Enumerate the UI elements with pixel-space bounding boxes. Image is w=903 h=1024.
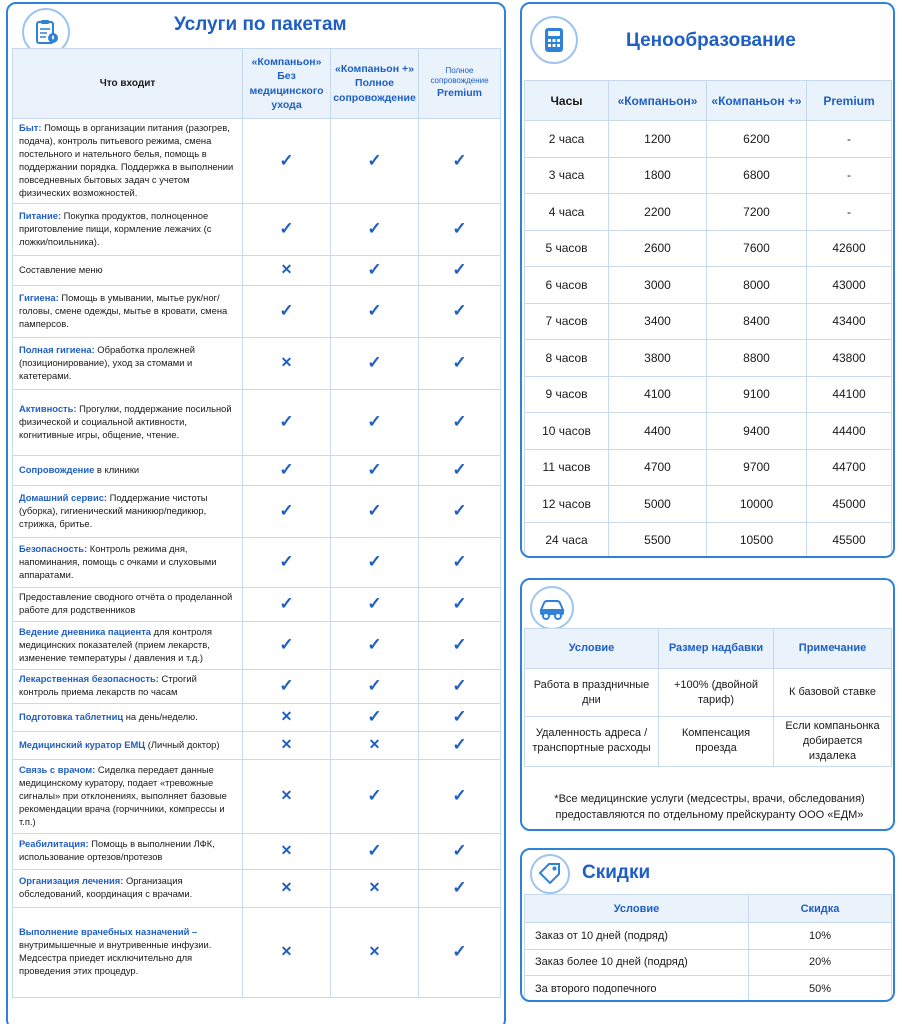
pricing-cell: 44700 (807, 449, 892, 486)
surcharge-cell: К базовой ставке (774, 669, 892, 717)
package-2-mark (331, 337, 419, 389)
check-icon: ✓ (367, 707, 382, 727)
pricing-row (525, 340, 892, 377)
package-2-mark (331, 587, 419, 621)
check-icon: ✓ (279, 219, 294, 239)
service-row (13, 255, 501, 285)
discount-row (525, 976, 892, 1003)
cross-icon: ✕ (280, 943, 293, 960)
pricing-cell: 3400 (609, 303, 707, 340)
check-icon: ✓ (367, 460, 382, 480)
surcharge-cell: +100% (двойной тариф) (659, 669, 774, 717)
service-text: Помощь в организации питания (разогрев, подача), контроль питьевого режима, смена постельного и нательного белья, помощь в поддержании порядка. Поддержка в выполнении повседневных бытовых задач с учетом физических возможностей. (19, 122, 234, 198)
package-1-mark (243, 389, 331, 455)
discounts-header-0: Условие (525, 895, 749, 923)
pricing-cell: 3000 (609, 267, 707, 304)
package-3-mark (419, 255, 501, 285)
pricing-cell: 45500 (807, 522, 892, 558)
pricing-cell: 5500 (609, 522, 707, 558)
package-1-mark (243, 833, 331, 869)
service-text: Прогулки, поддержание посильной физической и социальной активности, когнитивные игры, общение, чтение. (19, 402, 232, 440)
service-row (13, 485, 501, 537)
service-text: Поддержание чистоты (уборка), гигиенический маникюр/педикюр, стрижка, бритье. (19, 491, 208, 529)
check-icon: ✓ (452, 260, 467, 280)
pricing-cell: 2 часа (525, 121, 609, 158)
pricing-header-2: «Компаньон +» (707, 81, 807, 121)
package-3-mark (419, 833, 501, 869)
pricing-cell: 12 часов (525, 486, 609, 523)
package-3-mark (419, 731, 501, 759)
check-icon: ✓ (452, 150, 467, 170)
pricing-row (525, 522, 892, 558)
check-icon: ✓ (367, 635, 382, 655)
pricing-cell: - (807, 194, 892, 231)
service-row (13, 759, 501, 833)
package-3-mark (419, 621, 501, 669)
service-row (13, 587, 501, 621)
discount-value: 10% (749, 923, 892, 950)
service-title: Выполнение врачебных назначений – (19, 926, 198, 938)
check-icon: ✓ (279, 552, 294, 572)
pricing-row (525, 267, 892, 304)
services-title: Услуги по пакетам (174, 14, 347, 35)
package-1-mark (243, 703, 331, 731)
check-icon: ✓ (279, 594, 294, 614)
service-text: Организация обследований, координация с врачами. (19, 875, 193, 900)
service-title: Полная гигиена: (19, 343, 95, 355)
services-panel (6, 2, 506, 1024)
discount-value: 50% (749, 976, 892, 1003)
surcharge-header-0: Условие (525, 629, 659, 669)
service-text: для контроля медицинских показателей (прием лекарств, изменение температуры / давления и т.д.) (19, 625, 212, 663)
package-1-mark (243, 587, 331, 621)
service-text: Предоставление сводного отчёта о проделанной работе для родственников (19, 591, 233, 616)
service-title: Подготовка таблетниц (19, 710, 124, 722)
pricing-cell: - (807, 157, 892, 194)
service-title: Реабилитация: (19, 838, 89, 850)
cross-icon: ✕ (280, 261, 293, 278)
package-3-mark (419, 119, 501, 204)
check-icon: ✓ (452, 412, 467, 432)
service-title: Активность: (19, 402, 77, 414)
header-pkg3-small: Полное сопровождение (430, 66, 489, 86)
pricing-cell: 4700 (609, 449, 707, 486)
service-text: внутримышечные и внутривенные инфузии. Медсестра приедет исключительно для проведения этих процедур. (19, 939, 212, 977)
pricing-cell: 9700 (707, 449, 807, 486)
package-2-mark (331, 869, 419, 907)
package-1-mark (243, 285, 331, 337)
service-text: Контроль режима дня, напоминания, помощь с очками и слуховыми аппаратами. (19, 542, 217, 580)
service-title: Гигиена: (19, 291, 59, 303)
service-row (13, 337, 501, 389)
pricing-cell: 6 часов (525, 267, 609, 304)
discounts-title: Скидки (582, 862, 651, 883)
service-description (13, 869, 243, 907)
service-row (13, 833, 501, 869)
service-title: Медицинский куратор ЕМЦ (19, 738, 146, 750)
pricing-header-0: Часы (525, 81, 609, 121)
cross-icon: ✕ (368, 736, 381, 753)
package-2-mark (331, 703, 419, 731)
surcharge-row (525, 669, 892, 717)
service-description (13, 337, 243, 389)
service-row (13, 389, 501, 455)
package-1-mark (243, 537, 331, 587)
pricing-cell: 1200 (609, 121, 707, 158)
package-1-mark (243, 337, 331, 389)
check-icon: ✓ (367, 676, 382, 696)
header-what: Что входит (13, 49, 243, 119)
cross-icon: ✕ (280, 736, 293, 753)
package-1-mark (243, 455, 331, 485)
package-2-mark (331, 119, 419, 204)
service-row (13, 703, 501, 731)
package-2-mark (331, 285, 419, 337)
pricing-cell: 10000 (707, 486, 807, 523)
service-text: (Личный доктор) (145, 738, 220, 750)
service-row (13, 731, 501, 759)
check-icon: ✓ (367, 552, 382, 572)
package-1-mark (243, 869, 331, 907)
pricing-cell: 9100 (707, 376, 807, 413)
pricing-cell: 8400 (707, 303, 807, 340)
service-description (13, 587, 243, 621)
surcharge-row (525, 717, 892, 767)
service-text: в клиники (94, 463, 140, 475)
tag-icon (530, 854, 570, 894)
check-icon: ✓ (367, 786, 382, 806)
check-icon: ✓ (279, 412, 294, 432)
pricing-cell: 44100 (807, 376, 892, 413)
service-description (13, 669, 243, 703)
pricing-cell: 7600 (707, 230, 807, 267)
package-3-mark (419, 455, 501, 485)
cross-icon: ✕ (280, 879, 293, 896)
check-icon: ✓ (452, 635, 467, 655)
package-3-mark (419, 485, 501, 537)
discount-condition: Заказ более 10 дней (подряд) (525, 949, 749, 976)
pricing-cell: 43800 (807, 340, 892, 377)
service-row (13, 119, 501, 204)
check-icon: ✓ (367, 260, 382, 280)
service-row (13, 669, 501, 703)
surcharge-note: *Все медицинские услуги (медсестры, врачи, обследования) предоставляются по отдельному прейскуранту ООО «ЕДМ» (554, 793, 865, 821)
check-icon: ✓ (367, 841, 382, 861)
service-text: на день/неделю. (123, 710, 198, 722)
service-title: Организация лечения: (19, 875, 124, 887)
pricing-cell: 4100 (609, 376, 707, 413)
pricing-cell: 11 часов (525, 449, 609, 486)
service-row (13, 869, 501, 907)
surcharge-cell: Если компаньонка добирается издалека (774, 717, 892, 767)
service-description (13, 203, 243, 255)
service-description (13, 833, 243, 869)
service-title: Ведение дневника пациента (19, 625, 152, 637)
service-title: Домашний сервис: (19, 491, 108, 503)
discounts-header-1: Скидка (749, 895, 892, 923)
pricing-cell: 42600 (807, 230, 892, 267)
pricing-cell: 3800 (609, 340, 707, 377)
discount-condition: Заказ от 10 дней (подряд) (525, 923, 749, 950)
pricing-row (525, 303, 892, 340)
discount-row (525, 923, 892, 950)
pricing-cell: 8 часов (525, 340, 609, 377)
service-description (13, 703, 243, 731)
header-pkg2: «Компаньон +» Полное сопровождение (331, 49, 419, 119)
pricing-row (525, 157, 892, 194)
package-1-mark (243, 731, 331, 759)
service-description (13, 731, 243, 759)
pricing-cell: 9 часов (525, 376, 609, 413)
check-icon: ✓ (279, 301, 294, 321)
pricing-cell: 6800 (707, 157, 807, 194)
check-icon: ✓ (452, 878, 467, 898)
service-text: Сиделка передает данные медицинскому куратору, подает «тревожные сигналы» при отклонениях, выполняет базовые рекомендации врача (горчичники, компрессы и т.п.) (19, 763, 227, 827)
pricing-row (525, 194, 892, 231)
service-description (13, 621, 243, 669)
check-icon: ✓ (452, 942, 467, 962)
pricing-cell: 24 часа (525, 522, 609, 558)
surcharge-panel (520, 578, 895, 831)
service-description (13, 759, 243, 833)
package-3-mark (419, 907, 501, 997)
package-3-mark (419, 203, 501, 255)
service-title: Безопасность: (19, 542, 88, 554)
package-3-mark (419, 389, 501, 455)
check-icon: ✓ (367, 219, 382, 239)
check-icon: ✓ (452, 301, 467, 321)
package-3-mark (419, 285, 501, 337)
package-1-mark (243, 255, 331, 285)
service-description (13, 255, 243, 285)
package-2-mark (331, 389, 419, 455)
pricing-row (525, 413, 892, 450)
service-row (13, 537, 501, 587)
pricing-panel (520, 2, 895, 558)
pricing-cell: 1800 (609, 157, 707, 194)
service-title: Связь с врачом: (19, 763, 96, 775)
pricing-cell: 10500 (707, 522, 807, 558)
service-text: Составление меню (19, 263, 103, 275)
pricing-header-3: Premium (807, 81, 892, 121)
cross-icon: ✕ (280, 787, 293, 804)
check-icon: ✓ (452, 460, 467, 480)
package-3-mark (419, 587, 501, 621)
check-icon: ✓ (367, 150, 382, 170)
package-3-mark (419, 759, 501, 833)
package-2-mark (331, 255, 419, 285)
package-3-mark (419, 669, 501, 703)
package-3-mark (419, 869, 501, 907)
package-3-mark (419, 703, 501, 731)
service-title: Питание: (19, 209, 62, 221)
pricing-cell: 9400 (707, 413, 807, 450)
cross-icon: ✕ (280, 708, 293, 725)
pricing-cell: 7200 (707, 194, 807, 231)
pricing-row (525, 230, 892, 267)
service-title: Сопровождение (19, 463, 95, 475)
check-icon: ✓ (279, 460, 294, 480)
service-text: Покупка продуктов, полноценное приготовление пищи, кормление лежачих (с ложки/поильника). (19, 209, 212, 247)
surcharge-table (524, 628, 892, 767)
pricing-cell: 8000 (707, 267, 807, 304)
header-pkg1: «Компаньон» Без медицинского ухода (243, 49, 331, 119)
check-icon: ✓ (452, 353, 467, 373)
package-1-mark (243, 621, 331, 669)
discount-condition: За второго подопечного (525, 976, 749, 1003)
service-description (13, 285, 243, 337)
pricing-cell: 7 часов (525, 303, 609, 340)
check-icon: ✓ (279, 501, 294, 521)
package-2-mark (331, 731, 419, 759)
services-table (12, 48, 501, 998)
package-2-mark (331, 621, 419, 669)
pricing-cell: 4 часа (525, 194, 609, 231)
service-row (13, 907, 501, 997)
check-icon: ✓ (452, 552, 467, 572)
pricing-cell: 43400 (807, 303, 892, 340)
pricing-row (525, 121, 892, 158)
header-pkg3 (419, 49, 501, 119)
package-1-mark (243, 119, 331, 204)
package-2-mark (331, 485, 419, 537)
surcharge-cell: Удаленность адреса / транспортные расходы (525, 717, 659, 767)
service-description (13, 389, 243, 455)
service-text: Помощь в умывании, мытье рук/ног/головы, смене одежды, мытье в кровати, смена памперсов. (19, 291, 228, 329)
service-description (13, 485, 243, 537)
check-icon: ✓ (367, 594, 382, 614)
service-description (13, 907, 243, 997)
calculator-icon (530, 16, 578, 64)
service-description (13, 119, 243, 204)
check-icon: ✓ (367, 301, 382, 321)
service-title: Лекарственная безопасность: (19, 673, 159, 685)
package-2-mark (331, 537, 419, 587)
package-2-mark (331, 907, 419, 997)
service-row (13, 285, 501, 337)
pricing-cell: 8800 (707, 340, 807, 377)
check-icon: ✓ (452, 501, 467, 521)
pricing-table (524, 80, 892, 558)
cross-icon: ✕ (368, 879, 381, 896)
check-icon: ✓ (452, 594, 467, 614)
check-icon: ✓ (452, 219, 467, 239)
surcharge-cell: Компенсация проезда (659, 717, 774, 767)
pricing-cell: 5 часов (525, 230, 609, 267)
pricing-cell: 5000 (609, 486, 707, 523)
pricing-header-1: «Компаньон» (609, 81, 707, 121)
header-pkg3-label: Premium (437, 87, 482, 100)
service-row (13, 203, 501, 255)
package-2-mark (331, 669, 419, 703)
pricing-title: Ценообразование (626, 30, 796, 51)
pricing-cell: 6200 (707, 121, 807, 158)
discounts-table (524, 894, 892, 1002)
check-icon: ✓ (279, 635, 294, 655)
cross-icon: ✕ (280, 354, 293, 371)
cross-icon: ✕ (368, 943, 381, 960)
package-2-mark (331, 833, 419, 869)
pricing-cell: 2600 (609, 230, 707, 267)
pricing-row (525, 449, 892, 486)
pricing-cell: 10 часов (525, 413, 609, 450)
package-1-mark (243, 759, 331, 833)
discount-row (525, 949, 892, 976)
check-icon: ✓ (367, 412, 382, 432)
surcharge-header-1: Размер надбавки (659, 629, 774, 669)
discount-value: 20% (749, 949, 892, 976)
pricing-cell: 45000 (807, 486, 892, 523)
package-1-mark (243, 203, 331, 255)
service-text: Помощь в выполнении ЛФК, использование ортезов/протезов (19, 838, 215, 863)
check-icon: ✓ (279, 676, 294, 696)
check-icon: ✓ (452, 841, 467, 861)
pricing-cell: 3 часа (525, 157, 609, 194)
service-text: Строгий контроль приема лекарств по часам (19, 673, 197, 698)
package-2-mark (331, 759, 419, 833)
surcharge-cell: Работа в праздничные дни (525, 669, 659, 717)
package-3-mark (419, 537, 501, 587)
check-icon: ✓ (367, 501, 382, 521)
pricing-cell: 43000 (807, 267, 892, 304)
package-1-mark (243, 485, 331, 537)
service-row (13, 455, 501, 485)
discounts-panel (520, 848, 895, 1002)
check-icon: ✓ (452, 786, 467, 806)
package-1-mark (243, 669, 331, 703)
check-icon: ✓ (279, 150, 294, 170)
check-icon: ✓ (452, 735, 467, 755)
package-2-mark (331, 455, 419, 485)
pricing-cell: 2200 (609, 194, 707, 231)
service-description (13, 537, 243, 587)
check-icon: ✓ (452, 676, 467, 696)
service-row (13, 621, 501, 669)
car-icon (530, 586, 574, 630)
check-icon: ✓ (367, 353, 382, 373)
package-3-mark (419, 337, 501, 389)
pricing-row (525, 486, 892, 523)
cross-icon: ✕ (280, 842, 293, 859)
pricing-cell: 44400 (807, 413, 892, 450)
service-title: Быт: (19, 122, 42, 133)
pricing-cell: 4400 (609, 413, 707, 450)
pricing-row (525, 376, 892, 413)
package-2-mark (331, 203, 419, 255)
service-description (13, 455, 243, 485)
check-icon: ✓ (452, 707, 467, 727)
service-text: Обработка пролежней (позиционирование), уход за стомами и катетерами. (19, 343, 195, 381)
surcharge-header-2: Примечание (774, 629, 892, 669)
pricing-cell: - (807, 121, 892, 158)
package-1-mark (243, 907, 331, 997)
